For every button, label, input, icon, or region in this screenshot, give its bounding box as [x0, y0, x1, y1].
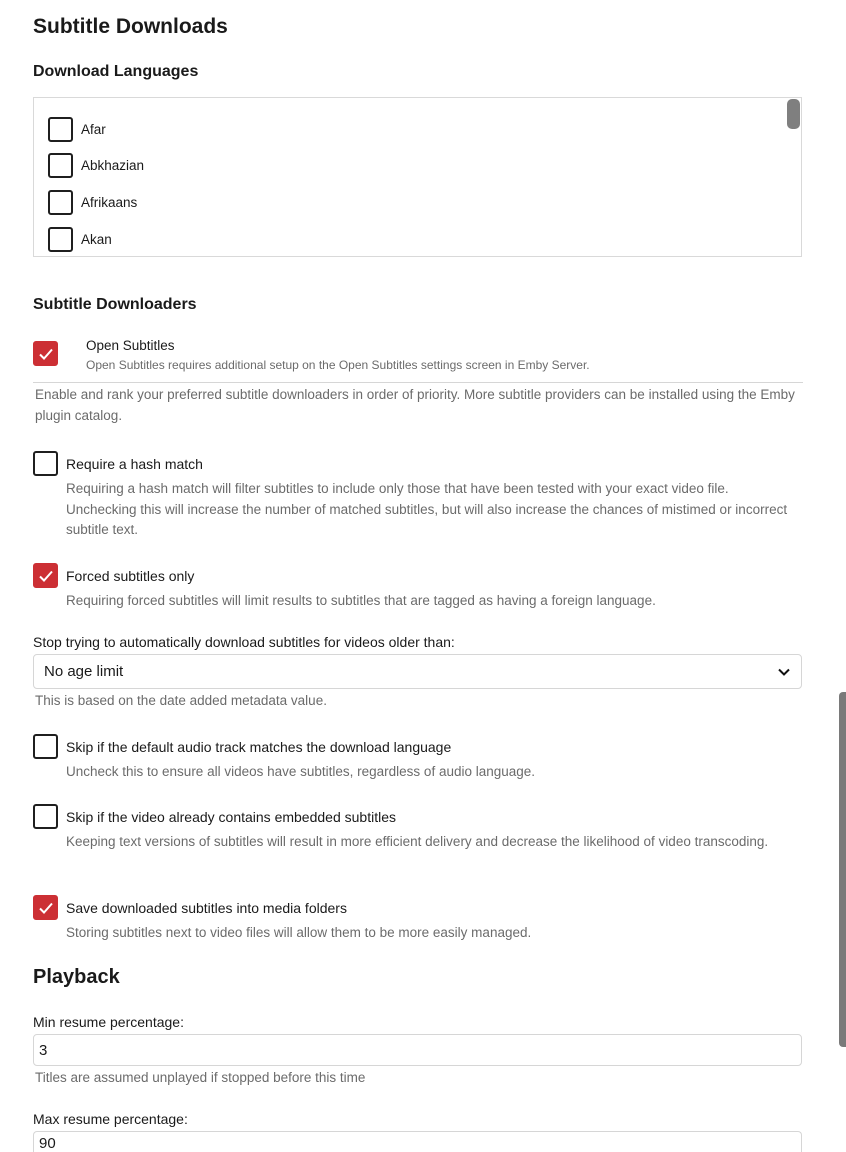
skip-audio-checkbox[interactable] [33, 734, 58, 759]
age-limit-label: Stop trying to automatically download subtitles for videos older than: [33, 634, 455, 650]
min-resume-description: Titles are assumed unplayed if stopped before this time [35, 1070, 366, 1085]
list-item[interactable] [48, 190, 137, 215]
open-subtitles-description: Open Subtitles requires additional setup on the Open Subtitles settings screen in Emby Server. [86, 358, 590, 372]
hash-match-description: Requiring a hash match will filter subtitles to include only those that have been tested with your exact video file. Unchecking this will increase the number of matched subtitles, but will also increase the chances of mistimed or incorrect subtitle text. [66, 481, 788, 537]
language-checkbox[interactable] [48, 153, 73, 178]
language-checkbox[interactable] [48, 117, 73, 142]
divider [33, 382, 803, 383]
skip-embedded-label: Skip if the video already contains embedded subtitles [66, 809, 396, 825]
hash-match-checkbox[interactable] [33, 451, 58, 476]
max-resume-input[interactable]: 90 [33, 1131, 802, 1152]
list-item[interactable] [48, 117, 106, 142]
hash-match-label: Require a hash match [66, 456, 203, 472]
page-scrollbar[interactable] [839, 692, 846, 1047]
language-checkbox[interactable] [48, 227, 73, 252]
list-item[interactable] [48, 227, 112, 252]
age-limit-description: This is based on the date added metadata value. [35, 693, 327, 708]
forced-only-description: Requiring forced subtitles will limit results to subtitles that are tagged as having a foreign language. [66, 593, 656, 608]
language-label: Abkhazian [81, 158, 145, 173]
language-label: Akan [81, 232, 112, 247]
skip-audio-label: Skip if the default audio track matches the download language [66, 739, 452, 755]
forced-only-label: Forced subtitles only [66, 568, 195, 584]
min-resume-label: Min resume percentage: [33, 1014, 184, 1030]
age-limit-select[interactable] [33, 654, 802, 689]
language-label: Afrikaans [81, 195, 138, 210]
save-in-folders-checkbox[interactable] [33, 895, 58, 920]
max-resume-label: Max resume percentage: [33, 1111, 188, 1127]
section-title: Subtitle Downloads [33, 15, 228, 38]
min-resume-input[interactable]: 3 [33, 1034, 802, 1066]
checkmark-icon [38, 900, 54, 916]
language-list-scrollbar[interactable] [787, 99, 800, 129]
language-label: Afar [81, 122, 106, 137]
downloaders-help-text: Enable and rank your preferred subtitle downloaders in order of priority. More subtitle providers can be installed using the Emby plugin catalog. [35, 387, 795, 423]
checkmark-icon [38, 346, 54, 362]
playback-heading: Playback [33, 966, 120, 988]
checkmark-icon [38, 568, 54, 584]
subtitle-downloaders-heading: Subtitle Downloaders [33, 296, 197, 313]
age-limit-value: No age limit [44, 663, 124, 680]
save-in-folders-description: Storing subtitles next to video files will allow them to be more easily managed. [66, 925, 532, 940]
open-subtitles-checkbox[interactable] [33, 341, 58, 366]
forced-only-checkbox[interactable] [33, 563, 58, 588]
skip-embedded-description: Keeping text versions of subtitles will result in more efficient delivery and decrease the likelihood of video transcoding. [66, 834, 769, 849]
list-item[interactable] [48, 153, 144, 178]
skip-embedded-checkbox[interactable] [33, 804, 58, 829]
download-languages-heading: Download Languages [33, 63, 199, 80]
skip-audio-description: Uncheck this to ensure all videos have subtitles, regardless of audio language. [66, 764, 536, 779]
language-checkbox[interactable] [48, 190, 73, 215]
open-subtitles-name: Open Subtitles [86, 338, 175, 353]
language-list[interactable] [33, 97, 802, 257]
chevron-down-icon [777, 665, 791, 679]
save-in-folders-label: Save downloaded subtitles into media folders [66, 900, 347, 916]
